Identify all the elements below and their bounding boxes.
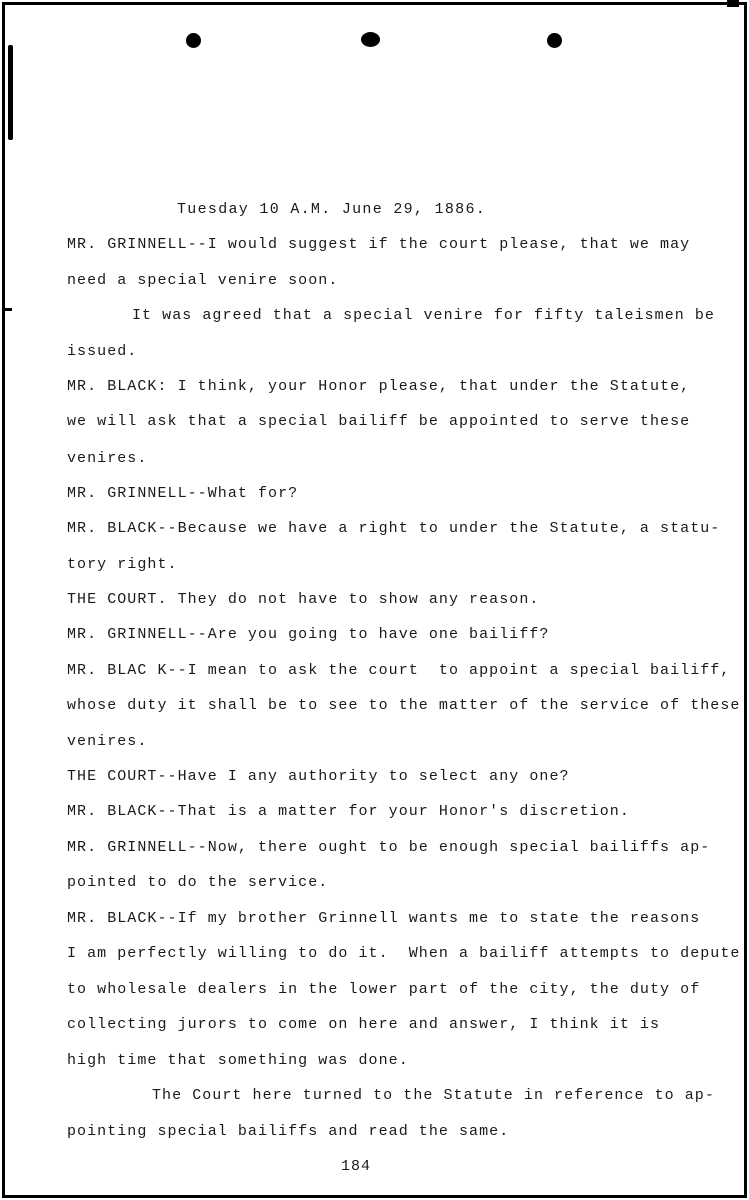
date-heading: Tuesday 10 A.M. June 29, 1886. xyxy=(177,201,487,218)
transcript-line: MR. GRINNELL--What for? xyxy=(67,485,299,502)
transcript-line: whose duty it shall be to see to the matter of the service of these xyxy=(67,697,741,714)
transcript-line: high time that something was done. xyxy=(67,1052,409,1069)
transcript-line: MR. BLACK--If my brother Grinnell wants me to state the reasons xyxy=(67,910,701,927)
punch-hole xyxy=(186,33,201,48)
transcript-line: MR. BLACK--Because we have a right to under the Statute, a statu- xyxy=(67,520,721,537)
transcript-line: MR. BLACK--That is a matter for your Honor's discretion. xyxy=(67,803,630,820)
binding-mark xyxy=(8,45,13,140)
transcript-line: MR. GRINNELL--I would suggest if the court please, that we may xyxy=(67,236,691,253)
transcript-line: to wholesale dealers in the lower part of the city, the duty of xyxy=(67,981,701,998)
transcript-line: we will ask that a special bailiff be appointed to serve these xyxy=(67,413,691,430)
transcript-line: collecting jurors to come on here and answer, I think it is xyxy=(67,1016,661,1033)
transcript-line: MR. BLACK: I think, your Honor please, that under the Statute, xyxy=(67,378,691,395)
transcript-line: MR. GRINNELL--Now, there ought to be enough special bailiffs ap- xyxy=(67,839,711,856)
transcript-line: venires. xyxy=(67,450,148,467)
transcript-line: MR. GRINNELL--Are you going to have one bailiff? xyxy=(67,626,550,643)
page-number: 184 xyxy=(341,1158,372,1175)
transcript-line: It was agreed that a special venire for fifty taleismen be xyxy=(132,307,715,324)
transcript-line: The Court here turned to the Statute in reference to ap- xyxy=(152,1087,715,1104)
transcript-line: THE COURT. They do not have to show any reason. xyxy=(67,591,540,608)
transcript-line: tory right. xyxy=(67,556,178,573)
transcript-line: venires. xyxy=(67,733,148,750)
transcript-line: MR. BLAC K--I mean to ask the court to appoint a special bailiff, xyxy=(67,662,731,679)
punch-hole xyxy=(547,33,562,48)
transcript-line: THE COURT--Have I any authority to select any one? xyxy=(67,768,570,785)
margin-tick xyxy=(2,308,12,311)
transcript-line: need a special venire soon. xyxy=(67,272,339,289)
transcript-line: issued. xyxy=(67,343,138,360)
punch-hole xyxy=(361,32,380,47)
corner-mark xyxy=(727,0,739,7)
transcript-line: pointing special bailiffs and read the same. xyxy=(67,1123,510,1140)
transcript-line: pointed to do the service. xyxy=(67,874,329,891)
transcript-line: I am perfectly willing to do it. When a bailiff attempts to depute xyxy=(67,945,741,962)
